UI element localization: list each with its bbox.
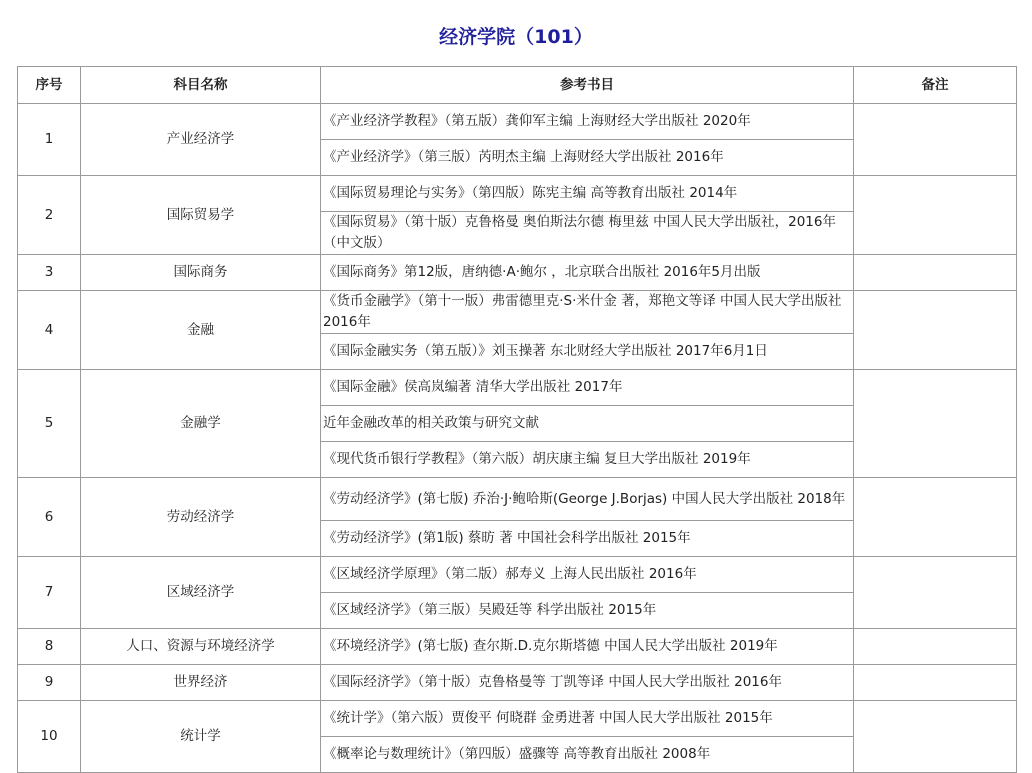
- subject-name: 统计学: [81, 701, 321, 773]
- note-cell: [854, 557, 1017, 629]
- note-cell: [854, 176, 1017, 255]
- row-number: 3: [18, 255, 81, 291]
- reference-book: 《国际经济学》（第十版）克鲁格曼等 丁凯等译 中国人民大学出版社 2016年: [321, 665, 854, 701]
- table-row: [18, 701, 1017, 737]
- row-number: 6: [18, 478, 81, 557]
- reference-books-table: [17, 66, 1017, 773]
- table-row: [18, 291, 1017, 334]
- table-row: [18, 557, 1017, 593]
- row-number: 10: [18, 701, 81, 773]
- reference-book: 《统计学》（第六版）贾俊平 何晓群 金勇进著 中国人民大学出版社 2015年: [321, 701, 854, 737]
- reference-book: 《产业经济学》（第三版）芮明杰主编 上海财经大学出版社 2016年: [321, 140, 854, 176]
- reference-book: 《国际金融实务（第五版）》刘玉操著 东北财经大学出版社 2017年6月1日: [321, 334, 854, 370]
- row-number: 9: [18, 665, 81, 701]
- row-number: 1: [18, 104, 81, 176]
- table-row: [18, 104, 1017, 140]
- note-cell: [854, 478, 1017, 557]
- row-number: 8: [18, 629, 81, 665]
- subject-name: 金融学: [81, 370, 321, 478]
- subject-name: 世界经济: [81, 665, 321, 701]
- reference-book: 《国际金融》侯高岚编著 清华大学出版社 2017年: [321, 370, 854, 406]
- table-row: [18, 629, 1017, 665]
- reference-book: 《概率论与数理统计》（第四版）盛骤等 高等教育出版社 2008年: [321, 737, 854, 773]
- note-cell: [854, 629, 1017, 665]
- table-row: [18, 478, 1017, 521]
- table-row: [18, 665, 1017, 701]
- reference-book: 《国际贸易》（第十版）克鲁格曼 奥伯斯法尔德 梅里兹 中国人民大学出版社，2016年（中文版）: [321, 212, 854, 255]
- table-row: [18, 370, 1017, 406]
- reference-book: 《产业经济学教程》（第五版）龚仰军主编 上海财经大学出版社 2020年: [321, 104, 854, 140]
- row-number: 4: [18, 291, 81, 370]
- row-number: 5: [18, 370, 81, 478]
- subject-name: 国际商务: [81, 255, 321, 291]
- table-header-row: [18, 67, 1017, 104]
- row-number: 2: [18, 176, 81, 255]
- note-cell: [854, 104, 1017, 176]
- reference-book: 《国际贸易理论与实务》（第四版）陈宪主编 高等教育出版社 2014年: [321, 176, 854, 212]
- note-cell: [854, 665, 1017, 701]
- subject-name: 金融: [81, 291, 321, 370]
- reference-book: 《区域经济学》（第三版）吴殿廷等 科学出版社 2015年: [321, 593, 854, 629]
- subject-name: 劳动经济学: [81, 478, 321, 557]
- reference-book: 《劳动经济学》(第七版) 乔治·J·鲍哈斯(George J.Borjas) 中国人民大学出版社 2018年: [321, 478, 854, 521]
- subject-name: 人口、资源与环境经济学: [81, 629, 321, 665]
- subject-name: 区域经济学: [81, 557, 321, 629]
- table-row: [18, 176, 1017, 212]
- page-title: 经济学院（101）: [439, 26, 593, 48]
- table-row: [18, 255, 1017, 291]
- header-books: 参考书目: [321, 67, 854, 104]
- reference-book: 近年金融改革的相关政策与研究文献: [321, 406, 854, 442]
- reference-book: 《国际商务》第12版，唐纳德·A·鲍尔 ，北京联合出版社 2016年5月出版: [321, 255, 854, 291]
- note-cell: [854, 370, 1017, 478]
- row-number: 7: [18, 557, 81, 629]
- subject-name: 产业经济学: [81, 104, 321, 176]
- header-subject: 科目名称: [81, 67, 321, 104]
- note-cell: [854, 255, 1017, 291]
- reference-book: 《劳动经济学》(第1版) 蔡昉 著 中国社会科学出版社 2015年: [321, 521, 854, 557]
- header-no: 序号: [18, 67, 81, 104]
- header-note: 备注: [854, 67, 1017, 104]
- reference-book: 《现代货币银行学教程》（第六版）胡庆康主编 复旦大学出版社 2019年: [321, 442, 854, 478]
- subject-name: 国际贸易学: [81, 176, 321, 255]
- note-cell: [854, 701, 1017, 773]
- reference-book: 《环境经济学》(第七版) 查尔斯.D.克尔斯塔德 中国人民大学出版社 2019年: [321, 629, 854, 665]
- reference-book: 《货币金融学》（第十一版）弗雷德里克·S·米什金 著，郑艳文等译 中国人民大学出版社 2016年: [321, 291, 854, 334]
- note-cell: [854, 291, 1017, 370]
- reference-book: 《区域经济学原理》（第二版）郝寿义 上海人民出版社 2016年: [321, 557, 854, 593]
